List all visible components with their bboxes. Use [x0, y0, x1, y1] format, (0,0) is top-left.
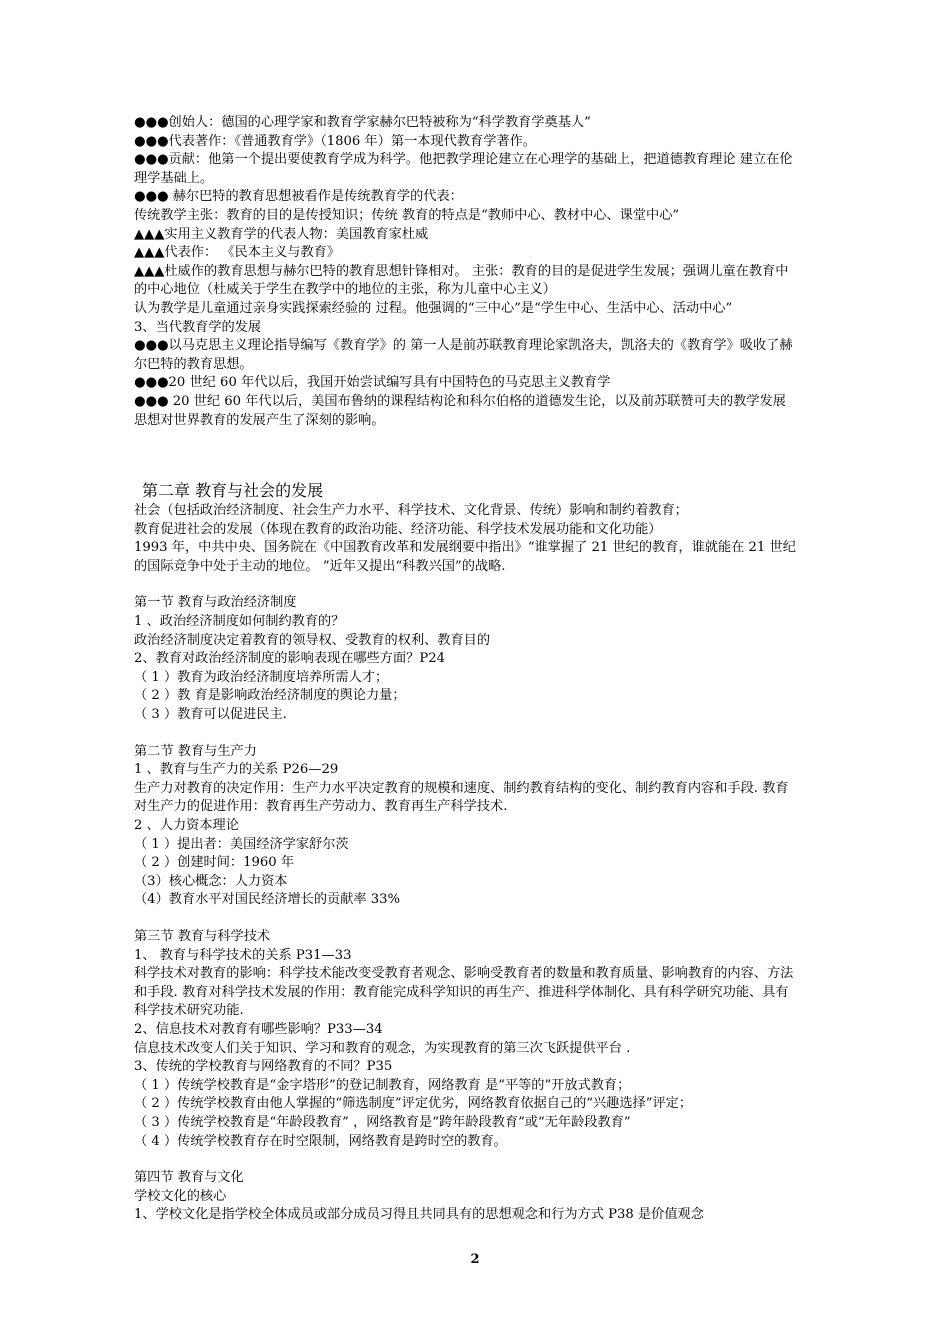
text-line: 1、学校文化是指学校全体成员或部分成员习得且共同具有的思想观念和行为方式 P38 是价值观念 — [134, 1207, 704, 1223]
text-line: 生产力对教育的决定作用：生产力水平决定教育的规模和速度、制约教育结构的变化、制约教育内容和手段. 教育对生产力的促进作用：教育再生产劳动力、教育再生产科学技术. — [134, 780, 789, 815]
text-line: 信息技术改变人们关于知识、学习和教育的观念，为实现教育的第三次飞跃提供平台 . — [134, 1040, 631, 1056]
text-line: （ 3 ）传统学校教育是“年龄段教育” ，网络教育是“跨年龄段教育”或“无年龄段教育” — [134, 1114, 631, 1130]
text-line: 第二节 教育与生产力 — [134, 743, 257, 759]
text-line: 2、教育对政治经济制度的影响表现在哪些方面？P24 — [134, 651, 445, 667]
text-line: 政治经济制度决定着教育的领导权、受教育的权利、教育目的 — [134, 632, 491, 648]
spacer — [134, 1151, 799, 1169]
text-line: 科学技术对教育的影响：科学技术能改变受教育者观念、影响受教育者的数量和教育质量、影响教育的内容、方法和手段. 教育对科学技术发展的作用：教育能完成科学知识的再生产、推进科学体制化、具有科学研究功能、具有科学技术研究功能. — [134, 966, 794, 1019]
text-line: 3、传统的学校教育与网络教育的不同？P35 — [134, 1059, 393, 1075]
text-line: （ 2 ）传统学校教育由他人掌握的“筛选制度”评定优劣，网络教育依据自己的“兴趣选择”评定； — [134, 1096, 693, 1112]
text-line: 学校文化的核心 — [134, 1188, 227, 1204]
text-line: （ 3 ）教育可以促进民主. — [134, 707, 287, 723]
text-line: 社会（包括政治经济制度、社会生产力水平、科学技术、文化背景、传统）影响和制约着教育； — [134, 503, 688, 519]
text-line: （ 2 ）创建时间：1960 年 — [134, 855, 295, 871]
text-line: （ 1 ）教育为政治经济制度培养所需人才； — [134, 669, 389, 685]
text-line: ●●●20 世纪 60 年代以后，我国开始尝试编写具有中国特色的马克思主义教育学 — [134, 375, 611, 391]
text-line: 教育促进社会的发展（体现在教育的政治功能、经济功能、科学技术发展功能和文化功能） — [134, 521, 662, 537]
text-line: （ 1 ）提出者：美国经济学家舒尔茨 — [134, 836, 349, 852]
text-line: 认为教学是儿童通过亲身实践探索经验的 过程。他强调的“三中心”是“学生中心、生活中心、活动中心” — [134, 300, 733, 316]
text-line: 1 、政治经济制度如何制约教育的？ — [134, 614, 345, 630]
text-line: ●●●创始人：德国的心理学家和教育学家赫尔巴特被称为“科学教育学奠基人” — [134, 115, 591, 130]
document-body — [134, 114, 799, 1225]
text-line: 传统教学主张：教育的目的是传授知识；传统 教育的特点是“教师中心、教材中心、课堂中心” — [134, 207, 680, 223]
text-line: （ 1 ）传统学校教育是“金字塔形”的登记制教育，网络教育 是“平等的”开放式教育； — [134, 1077, 631, 1093]
text-line: ▲▲▲代表作： 《民本主义与教育》 — [134, 245, 341, 261]
text-line: ●●●代表著作：《普通教育学》（1806 年）第一本现代教育学著作。 — [134, 133, 536, 149]
text-line: 1 、教育与生产力的关系 P26—29 — [134, 762, 339, 778]
text-line: ●●● 赫尔巴特的教育思想被看作是传统教育学的代表： — [134, 189, 463, 205]
page-number: 2 — [470, 1252, 480, 1267]
spacer — [134, 725, 799, 743]
text-line: ●●● 20 世纪 60 年代以后，美国布鲁纳的课程结构论和科尔伯格的道德发生论，以及前苏联赞可夫的教学发展思想对世界教育的发展产生了深刻的影响。 — [134, 393, 786, 428]
chapter-heading: 第二章 教育与社会的发展 — [142, 481, 324, 501]
text-line: ●●●贡献：他第一个提出要使教育学成为科学。他把教学理论建立在心理学的基础上，把道德教育理论 建立在伦理学基础上。 — [134, 152, 793, 186]
text-line: 2、信息技术对教育有哪些影响？P33—34 — [134, 1021, 383, 1037]
text-line: 第四节 教育与文化 — [134, 1170, 244, 1186]
text-line: 1、 教育与科学技术的关系 P31—33 — [134, 947, 352, 963]
spacer — [134, 910, 799, 928]
text-line: （ 2 ）教 育是影响政治经济制度的舆论力量； — [134, 688, 406, 704]
text-line: 3、当代教育学的发展 — [134, 319, 262, 335]
text-line: ▲▲▲实用主义教育学的代表人物：美国教育家杜威 — [134, 226, 429, 242]
text-line: （4）教育水平对国民经济增长的贡献率 33% — [134, 892, 401, 908]
text-line: 2 、人力资本理论 — [134, 818, 239, 833]
text-line: 第一节 教育与政治经济制度 — [134, 595, 297, 611]
text-line: ▲▲▲杜威作的教育思想与赫尔巴特的教育思想针锋相对。 主张：教育的目的是促进学生发展；强调儿童在教育中的中心地位（杜威关于学生在教学中的地位的主张，称为儿童中心主义） — [134, 263, 789, 298]
text-line: 第三节 教育与科学技术 — [134, 928, 271, 944]
text-line: 1993 年，中共中央、国务院在《中国教育改革和发展纲要中指出》“谁掌握了 21 世纪的教育，谁就能在 21 世纪的国际竞争中处于主动的地位。 ”近年又提出“科教兴国”的战略. — [134, 540, 796, 574]
text-line: ●●●以马克思主义理论指导编写《教育学》的 第一人是前苏联教育理论家凯洛夫，凯洛夫的《教育学》吸收了赫尔巴特的教育思想。 — [134, 338, 793, 372]
text-line: （ 4 ）传统学校教育存在时空限制，网络教育是跨时空的教育。 — [134, 1133, 507, 1149]
spacer — [134, 430, 799, 480]
spacer — [134, 576, 799, 594]
text-line: （3）核心概念：人力资本 — [134, 873, 288, 889]
